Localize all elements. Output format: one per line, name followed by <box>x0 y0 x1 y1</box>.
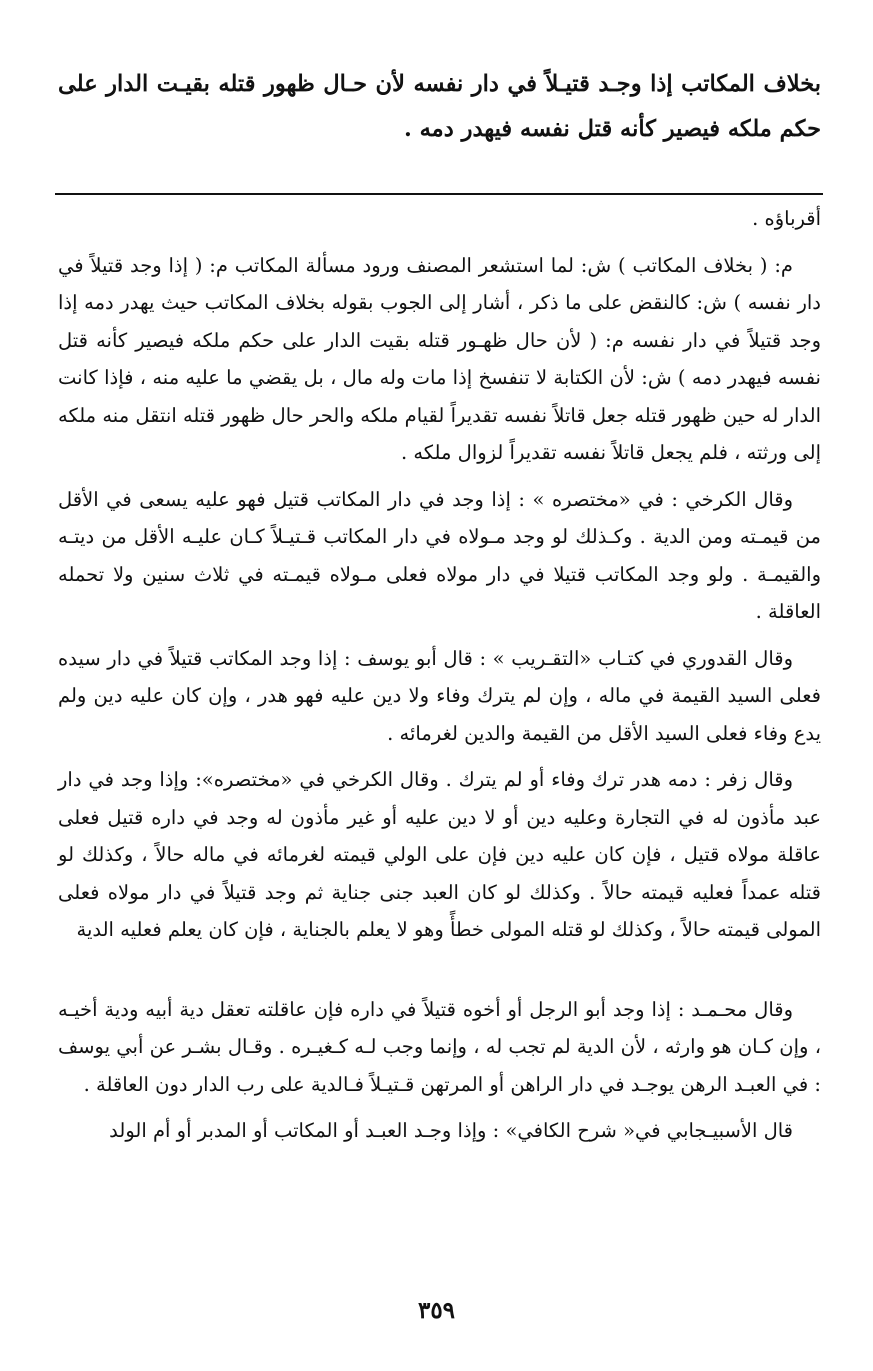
paragraph: م: ( بخلاف المكاتب ) ش: لما استشعر المصنف ورود مسألة المكاتب م: ( إذا وجد قتيلاً في دار نفسه ) ش: كالنقض على ما ذكر ، أشار إلى الجوب بقوله بخلاف المكاتب حيث يهدر دمه إذا وجد قتيلاً في دار نفسه م: ( لأن حال ظهـور قتله بقيت الدار على حكم ملكه فيصير كأنه قتل نفسه فيهدر دمه ) ش: لأن الكتابة لا تنفسخ إذا مات وله مال ، بل يقضي ما عليه منه ، فإذا كانت الدار له حين ظهور قتله جعل قاتلاً نفسه تقديراً لقيام ملكه والحر حال ظهور قتله انتقل منه ملكه إلى ورثته ، فلم يجعل قاتلاً نفسه تقديراً لزوال ملكه . <box>58 253 821 464</box>
paragraph: وقال الكرخي : في «مختصره » : إذا وجد في دار المكاتب قتيل فهو عليه يسعى في الأقل من قيمـته ومن الدية . وكـذلك لو وجد مـولاه في دار المكاتب قـتيـلاً كـان عليـه الأقل من ديتـه والقيمـة . ولو وجد المكاتب قتيلا في دار مولاه فعلى مـولاه قيمـته في ثلاث سنين ولا تحمله العاقلة . <box>58 487 821 623</box>
paragraph: قال الأسبيـجابي في« شرح الكافي» : وإذا وجـد العبـد أو المكاتب أو المدبر أو أم الولد <box>109 1119 793 1142</box>
main-text: بخلاف المكاتب إذا وجـد قتيـلاً في دار نفسه لأن حـال ظهور قتله بقيـت الدار على حكم ملكه فيصير كأنه قتل نفسه فيهدر دمه . <box>58 71 821 142</box>
paragraph: وقال زفر : دمه هدر ترك وفاء أو لم يترك . وقال الكرخي في «مختصره»: وإذا وجد في دار عبد مأذون له في التجارة وعليه دين أو لا دين عليه أو غير مأذون له وجد في داره قتيل فعلى عاقلة مولاه قتيل ، فإن كان عليه دين فإن على الولي قيمته لغرمائه في ماله حالاً ، وكذلك لو قتله عمداً فعليه قيمته حالاً . وكذلك لو كان العبد جنى جناية ثم وجد قتيلاً في دار مولاه فعلى المولى قيمته حالاً ، وكذلك لو قتله المولى خطأً وهو لا يعلم بالجناية ، فإن كان يعلم فعليه الدية <box>58 768 821 941</box>
page-number: ٣٥٩ <box>417 1297 456 1324</box>
carryover-text: أقرباؤه . <box>752 207 821 230</box>
paragraph: وقال القدوري في كتـاب «التقـريب » : قال أبو يوسف : إذا وجد المكاتب قتيلاً في دار سيده فعلى السيد القيمة في ماله ، وإن لم يترك وفاء ولا دين عليه فهو هدر ، وإن كان عليه دين ولم يدع وفاء فعلى السيد الأقل من القيمة والدين لغرمائه . <box>58 646 821 745</box>
divider-line <box>55 193 823 195</box>
paragraph: وقال محـمـد : إذا وجد أبو الرجل أو أخوه قتيلاً في داره فإن عاقلته تعقل دية أبيه ودية أخيـه ، وإن كـان هو وارثه ، لأن الدية لم تجب له ، وإنما وجب لـه كـغيـره . وقـال بشـر عن أبي يوسف : في العبـد الرهن يوجـد في دار الراهن أو المرتهن قـتيـلاً فـالدية على رب الدار دون العاقلة . <box>58 997 821 1096</box>
commentary <box>58 200 821 1150</box>
